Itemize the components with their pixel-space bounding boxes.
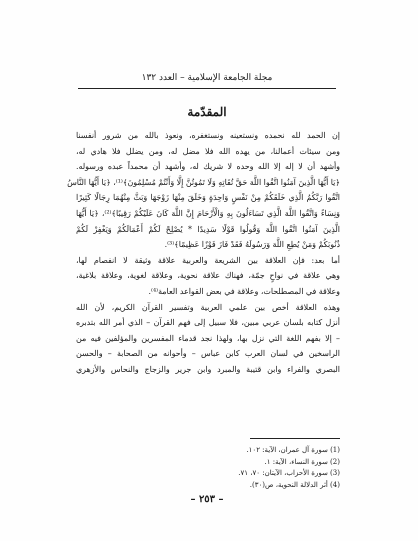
quran-verse-line: وَنِسَاءً وَاتَّقُوا اللَّهَ الَّذِي تَسَاءَلُونَ بِهِ وَالْأَرْحَامَ إِنَّ اللَّهَ كَانَ عَلَيْكُمْ رَقِيبًا﴾⁽²⁾، ﴿يَا أَيُّهَا	[76, 208, 340, 218]
quran-verse-line: ذُنُوبَكُمْ وَمَنْ يُطِعِ اللَّهَ وَرَسُولَهُ فَقَدْ فَازَ فَوْزًا عَظِيمًا﴾⁽³⁾.	[164, 240, 340, 250]
quran-verse-line: الَّذِينَ آمَنُوا اتَّقُوا اللَّهَ وَقُولُوا قَوْلًا سَدِيدًا * يُصْلِحْ لَكُمْ أَعْمَالَكُمْ وَيَغْفِرْ لَكُمْ	[76, 224, 340, 234]
body-line: إن الحمد لله نحمده ونستعينه ونستغفره، ونعوذ بالله من شرور أنفسنا	[76, 131, 340, 140]
page-number: – ٢٥٣ –	[190, 494, 224, 505]
body-line: وهي علاقة في نواحٍ جمّة، فهناك علاقة نحوية، وعلاقة لغوية، وعلاقة بلاغية،	[76, 271, 340, 281]
body-line: – إلا بفهم اللغة التي نزل بها، ولهذا نجد قدماء المفسرين والمؤلفين فيه من	[76, 333, 340, 343]
body-line: أنزل كتابه بلسان عربي مبين، فلا سبيل إلى فهم القرآن – الذي أمر الله بتدبره	[76, 318, 340, 328]
body-line: وأشهد أن لا إله إلا الله وحده لا شريك له، وأشهد أن محمداً عبده ورسوله.	[76, 162, 340, 172]
body-line: البصري والفراء وابن قتيبة والمبرد وابن جرير والزجاج والنحاس والأزهري	[76, 364, 340, 374]
running-header: مجلة الجامعة الإسلامية – العدد ١٣٢	[141, 73, 273, 83]
header-divider	[78, 88, 336, 89]
section-title: المقدّمة	[187, 105, 227, 119]
body-line: ومن سيئات أعمالنا، من يهده الله فلا مضل له، ومن يضلل فلا هادي له،	[76, 146, 340, 156]
body-line: أما بعد: فإن العلاقة بين الشريعة والعربية علاقة وثيقة لا انفصام لها،	[76, 255, 340, 265]
body-line: الراسخين في لسان العرب كابن عباس – وأحوانه من الصحابة – والحسن	[76, 349, 340, 359]
body-line: وهذه العلاقة أخص بين علمي العربية وتفسير القرآن الكريم، لأن الله	[76, 302, 340, 312]
footnotes	[82, 445, 340, 491]
body-text	[67, 128, 340, 378]
footnote-item: (2) سورة النساء، الآية: ١.	[264, 457, 340, 466]
body-line: وعلاقة في المصطلحات، وعلاقة في بعض القواعد العامة⁽⁴⁾.	[148, 286, 340, 296]
footnote-item: (3) سورة الأحزاب، الآيتان: ٧٠، ٧١.	[238, 469, 340, 477]
quran-verse-line: ﴿يَا أَيُّهَا الَّذِينَ آمَنُوا اتَّقُوا اللَّهَ حَقَّ تُقَاتِهِ وَلَا تَمُوتُنَّ إِلَّا وَأَنْتُمْ مُسْلِمُونَ﴾⁽¹⁾، ﴿يَا أَيُّهَا النَّاسُ	[67, 177, 340, 187]
footnote-item: (1) سورة آل عمران، الآية: ١٠٢.	[246, 446, 340, 454]
footnote-divider	[250, 438, 340, 439]
quran-verse-line: اتَّقُوا رَبَّكُمُ الَّذِي خَلَقَكُمْ مِنْ نَفْسٍ وَاحِدَةٍ وَخَلَقَ مِنْهَا زَوْجَهَا وَبَثَّ مِنْهُمَا رِجَالًا كَثِيرًا	[76, 193, 340, 203]
footnote-item: (4) أثر الدلالة النحوية، ص(٣٠).	[249, 480, 340, 489]
